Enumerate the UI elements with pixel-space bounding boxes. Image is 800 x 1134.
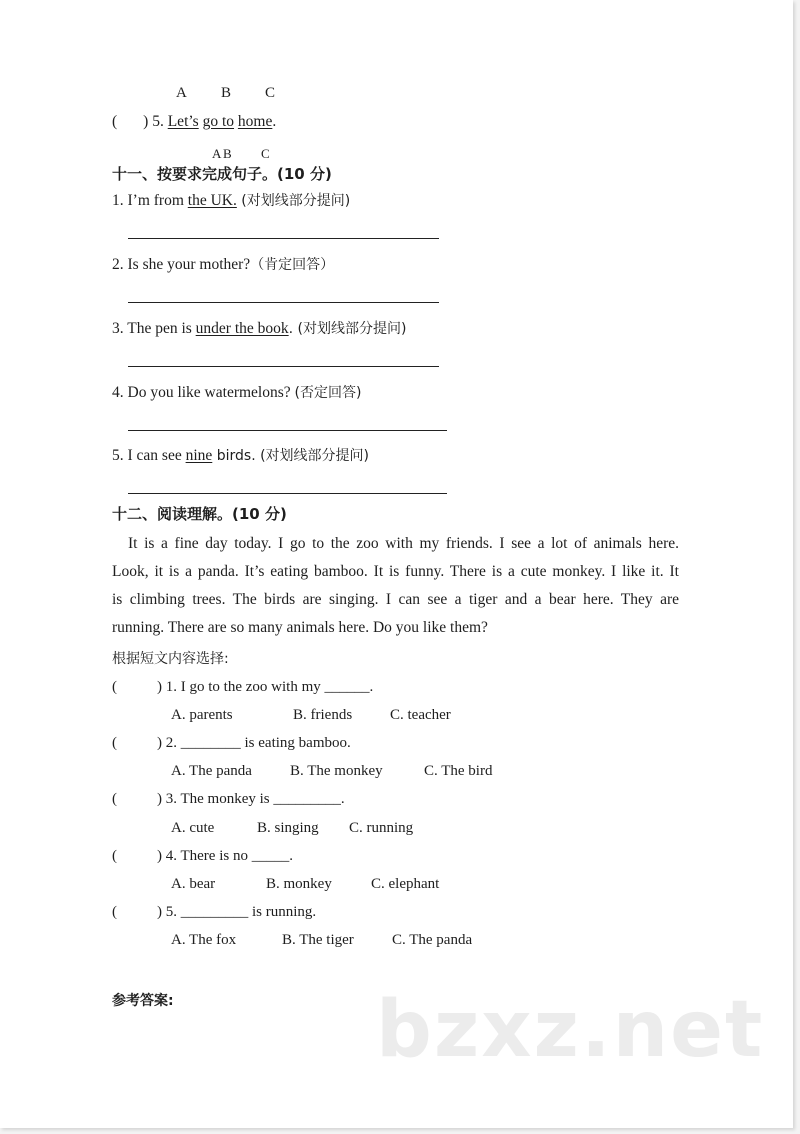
- item-text: 1. I’m from: [112, 192, 188, 209]
- option-a-label: A: [176, 85, 187, 101]
- answer-paren-close: ): [157, 791, 162, 807]
- section-11-item-3: [112, 318, 406, 338]
- answer-line-4[interactable]: [128, 430, 447, 431]
- reading-question-1: [112, 679, 373, 696]
- question-number: 5.: [152, 113, 164, 130]
- section-11-item-1: [112, 190, 350, 210]
- passage-line-3: is climbing trees. The birds are singing. I can see a tiger and a bear here. They are: [112, 591, 679, 608]
- option-a[interactable]: A. The fox: [171, 932, 237, 948]
- reading-question-4: [112, 848, 293, 865]
- item-instruction: （肯定回答）: [250, 257, 335, 273]
- reading-question-5: [112, 904, 316, 921]
- reading-instruction: 根据短文内容选择:: [112, 651, 229, 667]
- q5-option-a: A: [212, 146, 222, 161]
- underlined-word-c: home: [237, 113, 273, 130]
- item-text: 2. Is she your mother?: [112, 256, 251, 273]
- reading-question-3: [112, 791, 345, 808]
- option-a[interactable]: A. cute: [171, 820, 215, 836]
- question-stem: 2. ________ is eating bamboo.: [165, 735, 351, 751]
- passage-line-4: running. There are so many animals here. Do you like them?: [112, 619, 488, 636]
- passage-line-1: It is a fine day today. I go to the zoo with my friends. I see a lot of animals here.: [128, 535, 679, 552]
- underlined-phrase: nine: [185, 447, 213, 464]
- reading-question-2: [112, 735, 351, 752]
- option-c-label: C: [265, 85, 276, 101]
- option-b[interactable]: B. The monkey: [290, 763, 383, 779]
- answer-line-2[interactable]: [128, 302, 439, 303]
- item-instruction: (否定回答): [294, 385, 362, 401]
- q5-option-b: B: [223, 146, 232, 161]
- question-stem: 3. The monkey is _________.: [165, 791, 345, 807]
- answer-paren-close: ): [157, 679, 162, 695]
- passage-line-2: Look, it is a panda. It’s eating bamboo. It is funny. There is a cute monkey. I like it. It: [112, 563, 679, 580]
- item-instruction: . (对划线部分提问): [288, 321, 407, 337]
- answer-paren-close: ): [157, 735, 162, 751]
- option-c[interactable]: C. running: [349, 820, 414, 836]
- answer-paren-close: ): [157, 848, 162, 864]
- section-12-title: 十二、阅读理解。(10 分): [112, 505, 287, 523]
- underlined-phrase: under the book: [195, 320, 289, 337]
- option-a[interactable]: A. parents: [171, 707, 233, 723]
- underlined-word-b: go to: [202, 113, 235, 130]
- option-c[interactable]: C. The bird: [424, 763, 493, 779]
- answer-line-1[interactable]: [128, 238, 439, 239]
- item-instruction: birds. (对划线部分提问): [212, 448, 370, 464]
- option-a[interactable]: A. bear: [171, 876, 216, 892]
- option-b[interactable]: B. monkey: [266, 876, 332, 892]
- option-b[interactable]: B. The tiger: [282, 932, 354, 948]
- section-11-item-5: [112, 445, 369, 465]
- section-11-title: 十一、按要求完成句子。(10 分): [112, 165, 332, 183]
- period: .: [272, 113, 277, 130]
- answer-paren-open: (: [112, 679, 117, 695]
- option-a[interactable]: A. The panda: [171, 763, 252, 779]
- answer-line-5[interactable]: [128, 493, 447, 494]
- answer-line-3[interactable]: [128, 366, 439, 367]
- option-c[interactable]: C. elephant: [371, 876, 440, 892]
- option-b-label: B: [221, 85, 232, 101]
- q5-option-c: C: [261, 146, 270, 161]
- underlined-phrase: the UK.: [187, 192, 237, 209]
- option-c[interactable]: C. The panda: [392, 932, 473, 948]
- question-stem: 5. _________ is running.: [165, 904, 317, 920]
- option-b[interactable]: B. singing: [257, 820, 319, 836]
- answer-paren-close: ): [143, 113, 149, 130]
- option-b[interactable]: B. friends: [293, 707, 353, 723]
- answers-heading: 参考答案:: [112, 993, 174, 1009]
- item-text: 4. Do you like watermelons?: [112, 384, 295, 401]
- answer-paren-close: ): [157, 904, 162, 920]
- option-c[interactable]: C. teacher: [390, 707, 451, 723]
- answer-paren-open: (: [112, 113, 118, 130]
- section-11-item-2: [112, 254, 334, 274]
- underlined-word-a: Let’s: [167, 113, 199, 130]
- answer-paren-open: (: [112, 791, 117, 807]
- answer-paren-open: (: [112, 735, 117, 751]
- question-stem: 4. There is no _____.: [165, 848, 293, 864]
- item-text: 5. I can see: [112, 447, 186, 464]
- item-text: 3. The pen is: [112, 320, 196, 337]
- answer-paren-open: (: [112, 848, 117, 864]
- section-11-item-4: [112, 382, 361, 402]
- watermark-logo: bzxz.net: [376, 985, 765, 1075]
- item-instruction: (对划线部分提问): [236, 193, 351, 209]
- answer-paren-open: (: [112, 904, 117, 920]
- question-stem: 1. I go to the zoo with my ______.: [165, 679, 374, 695]
- question-5-line: [112, 113, 276, 131]
